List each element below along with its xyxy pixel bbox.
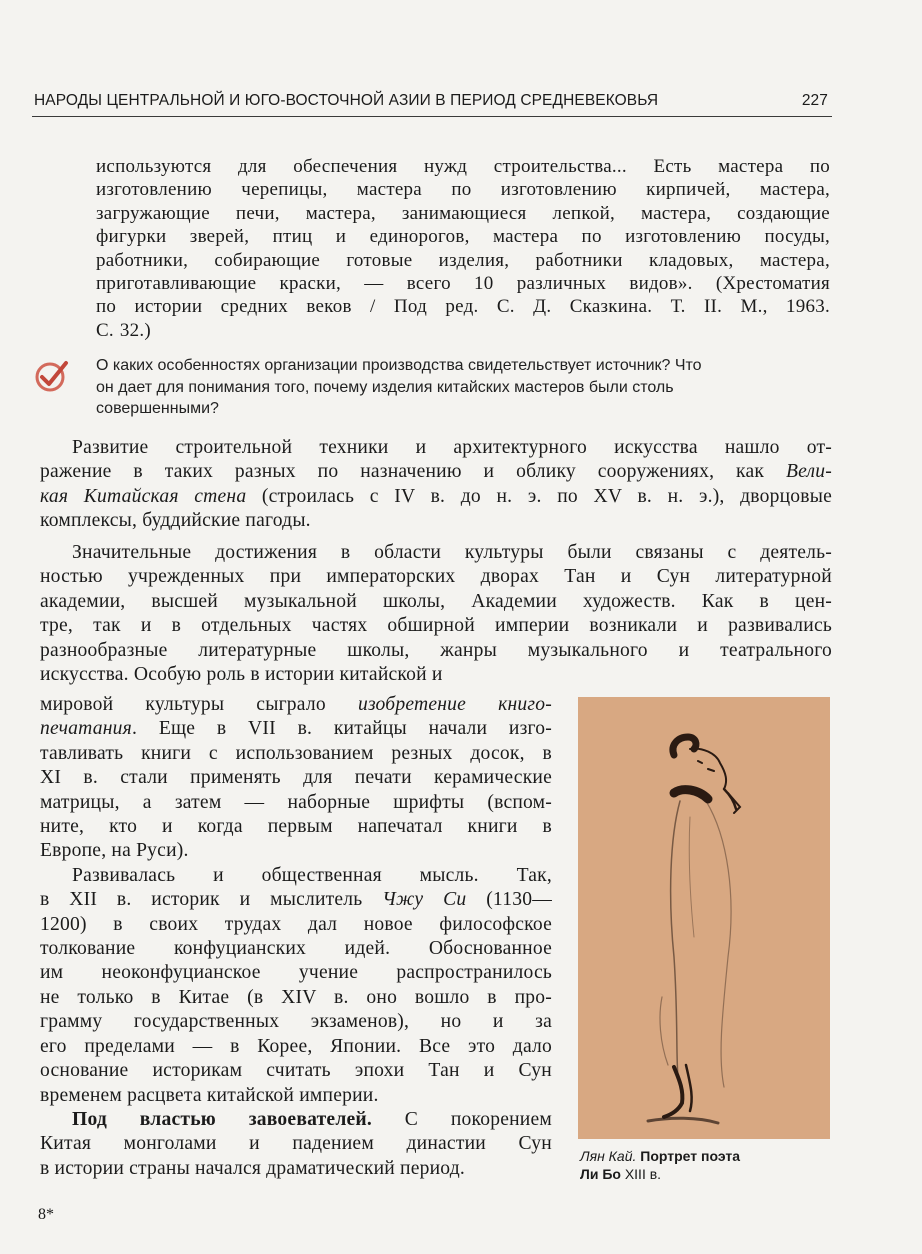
paragraph-culture [40, 541, 832, 687]
text-line: ните, кто и когда первым напечатал книги в [40, 816, 552, 838]
quote-line: фигурки зверей, птиц и единорогов, мастера по изготовлению посуды, [96, 226, 830, 248]
text-line: ностью учрежденных при императорских дворах Тан и Сун литературной [40, 566, 832, 588]
quote-line: приготавливающие краски, — всего 10 различных видов». (Хрестоматия [96, 273, 830, 295]
caption-title: Портрет поэта [636, 1148, 741, 1164]
text-run: (1130— [466, 889, 552, 911]
text-line [40, 717, 552, 741]
running-header [32, 88, 832, 114]
text-line: его пределами — в Корее, Японии. Все это дало [40, 1035, 552, 1057]
text-line: комплексы, буддийские пагоды. [40, 510, 311, 532]
quote-line: по истории средних веков / Под ред. С. Д. Сказкина. Т. II. М., 1963. [96, 296, 830, 318]
text-line: временем расцвета китайской империи. [40, 1084, 379, 1106]
paragraph-architecture [40, 436, 832, 534]
sheet-signature: 8* [38, 1206, 54, 1223]
question-line: совершенными? [96, 400, 219, 418]
text-line: в истории страны начался драматический период. [40, 1157, 466, 1179]
text-line: не только в Китае (в XIV в. оно вошло в про- [40, 986, 552, 1008]
text-line: грамму государственных экзаменов), но и за [40, 1011, 552, 1033]
text-run: мировой культуры сыграло [40, 694, 358, 715]
review-question [96, 355, 838, 420]
text-line: XI в. стали применять для печати керамические [40, 767, 552, 789]
quote-line: изготовлению черепицы, мастера по изготовлению кирпичей, мастера, [96, 179, 830, 201]
chapter-title: НАРОДЫ ЦЕНТРАЛЬНОЙ И ЮГО-ВОСТОЧНОЙ АЗИИ В ПЕРИОД СРЕДНЕВЕКОВЬЯ [34, 92, 659, 109]
text-run: ражение в таких разных по назначению и облику сооружениях, как [40, 461, 786, 483]
text-line: матрицы, а затем — наборные шрифты (вспом- [40, 791, 552, 813]
text-line [40, 460, 832, 484]
text-line: академии, высшей музыкальной школы, Академии художеств. Как в цен- [40, 590, 832, 612]
caption-century: XIII в. [620, 1166, 662, 1182]
text-run: . Еще в VII в. китайцы начали изго- [132, 718, 552, 740]
text-line [40, 485, 832, 509]
image-caption [580, 1147, 820, 1183]
text-line: тавливать книги с использованием резных досок, в [40, 742, 552, 764]
question-line: О каких особенностях организации производства свидетельствует источник? Что [96, 357, 702, 374]
section-heading: Под властью завоевателей. [72, 1108, 372, 1130]
text-line: Развитие строительной техники и архитектурного искусства нашло от- [72, 437, 832, 458]
header-rule [32, 116, 832, 117]
italic-term: Чжу Си [382, 889, 467, 911]
text-line: толкование конфуцианских идей. Обоснованное [40, 938, 552, 960]
text-line [40, 693, 552, 717]
text-line: основание историкам считать эпохи Тан и Сун [40, 1060, 552, 1082]
text-line: Значительные достижения в области культуры были связаны с деятель- [72, 542, 832, 563]
quote-line: используются для обеспечения нужд строительства... Есть мастера по [96, 156, 830, 177]
italic-term: печатания [40, 718, 132, 740]
text-run: С покорением [372, 1108, 552, 1130]
text-line: тре, так и в отдельных частях обширной империи возникали и развивались [40, 615, 832, 637]
text-line: искусства. Особую роль в истории китайской и [40, 664, 443, 686]
caption-author: Лян Кай. [580, 1148, 637, 1164]
quote-line: загружающие печи, мастера, занимающиеся лепкой, мастера, создающие [96, 202, 830, 224]
text-line [40, 888, 552, 912]
caption-title: Ли Бо [580, 1166, 621, 1182]
quote-line: работники, собирающие готовые изделия, работники кладовых, мастера, [96, 249, 830, 271]
question-check-icon [32, 357, 72, 397]
text-line: им неоконфуцианское учение распространилось [40, 962, 552, 984]
quote-line: С. 32.) [96, 319, 151, 341]
text-line: 1200) в своих трудах дал новое философское [40, 913, 552, 935]
italic-term: Вели- [785, 461, 832, 483]
text-column [40, 693, 552, 1181]
text-line: Развивалась и общественная мысль. Так, [72, 864, 552, 886]
text-line: Китая монголами и падением династии Сун [40, 1133, 552, 1155]
source-quote [96, 155, 830, 342]
text-run: в XII в. историк и мыслитель [40, 889, 383, 911]
question-line: он дает для понимания того, почему изделия китайских мастеров были столь [96, 378, 674, 396]
li-bo-portrait-image [578, 697, 830, 1139]
text-run: (строилась с IV в. до н. э. по XV в. н. э.), дворцовые [246, 485, 832, 507]
text-line: разнообразные литературные школы, жанры музыкального и театрального [40, 639, 832, 661]
text-line [40, 1108, 552, 1132]
page-number: 227 [801, 92, 828, 109]
italic-term: изобретение книго- [357, 694, 552, 715]
italic-term: кая Китайская стена [40, 485, 247, 507]
text-line: Европе, на Руси). [40, 840, 189, 862]
